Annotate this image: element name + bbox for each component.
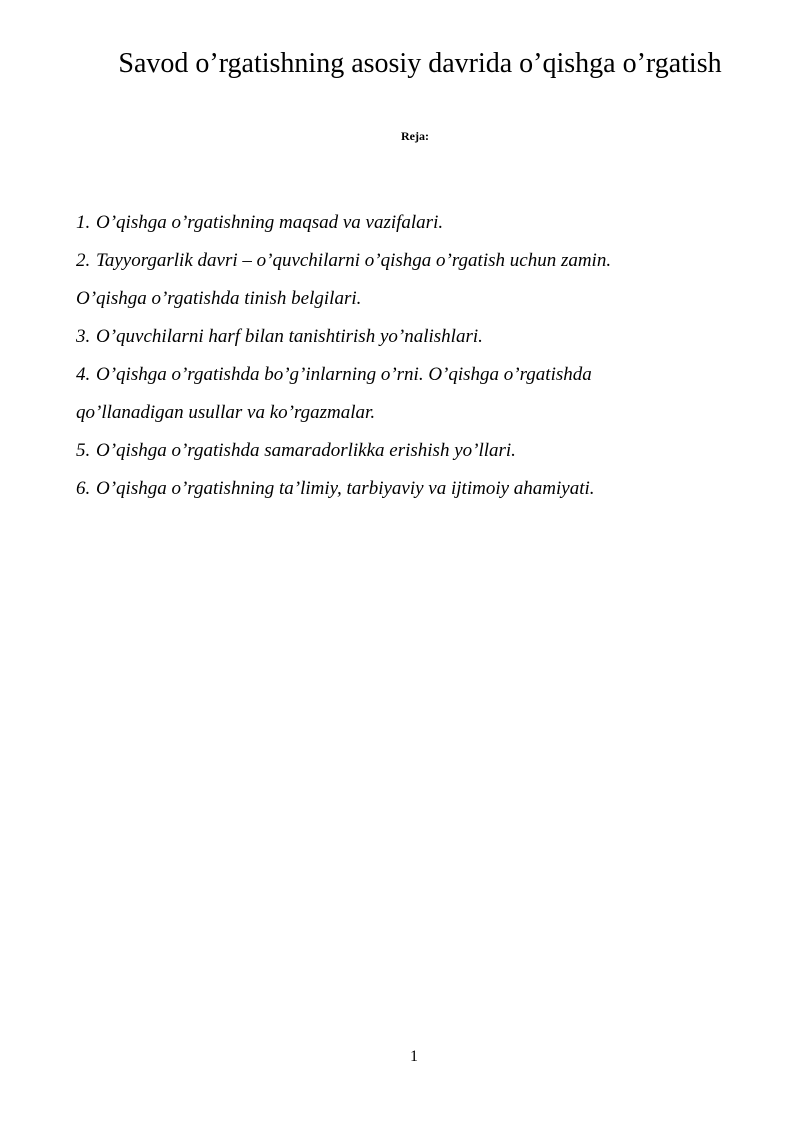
plan-line-number: 1. — [76, 212, 91, 233]
plan-line-text: O’qishga o’rgatishda tinish belgilari. — [76, 288, 362, 309]
plan-line-text: O’qishga o’rgatishda samaradorlikka erishish yo’llari. — [96, 440, 516, 461]
plan-line-text: O’quvchilarni harf bilan tanishtirish yo’nalishlari. — [96, 326, 483, 347]
document-title: Savod o’rgatishning asosiy davrida o’qishga o’rgatish — [118, 48, 722, 79]
plan-line-continuation — [76, 394, 776, 432]
plan-line-continuation — [76, 280, 776, 318]
plan-line-number: 4. — [76, 364, 91, 385]
plan-line-text: O’qishga o’rgatishning maqsad va vazifalari. — [96, 212, 444, 233]
plan-line-text: O’qishga o’rgatishda bo’g’inlarning o’rni. O’qishga o’rgatishda — [96, 364, 592, 385]
plan-line — [76, 470, 776, 508]
plan-line-text: qo’llanadigan usullar va ko’rgazmalar. — [76, 402, 376, 423]
plan-line-number: 2. — [76, 250, 91, 271]
plan-list — [76, 204, 776, 508]
plan-line — [76, 356, 776, 394]
plan-line-text: Tayyorgarlik davri – o’quvchilarni o’qishga o’rgatish uchun zamin. — [96, 250, 612, 271]
plan-heading: Reja: — [401, 129, 429, 143]
plan-line-number: 5. — [76, 440, 91, 461]
plan-line-number: 3. — [76, 326, 91, 347]
plan-line — [76, 432, 776, 470]
plan-line — [76, 204, 776, 242]
plan-line-number: 6. — [76, 478, 91, 499]
plan-line — [76, 242, 776, 280]
page-number: 1 — [410, 1048, 418, 1065]
plan-line-text: O’qishga o’rgatishning ta’limiy, tarbiyaviy va ijtimoiy ahamiyati. — [96, 478, 595, 499]
plan-line — [76, 318, 776, 356]
